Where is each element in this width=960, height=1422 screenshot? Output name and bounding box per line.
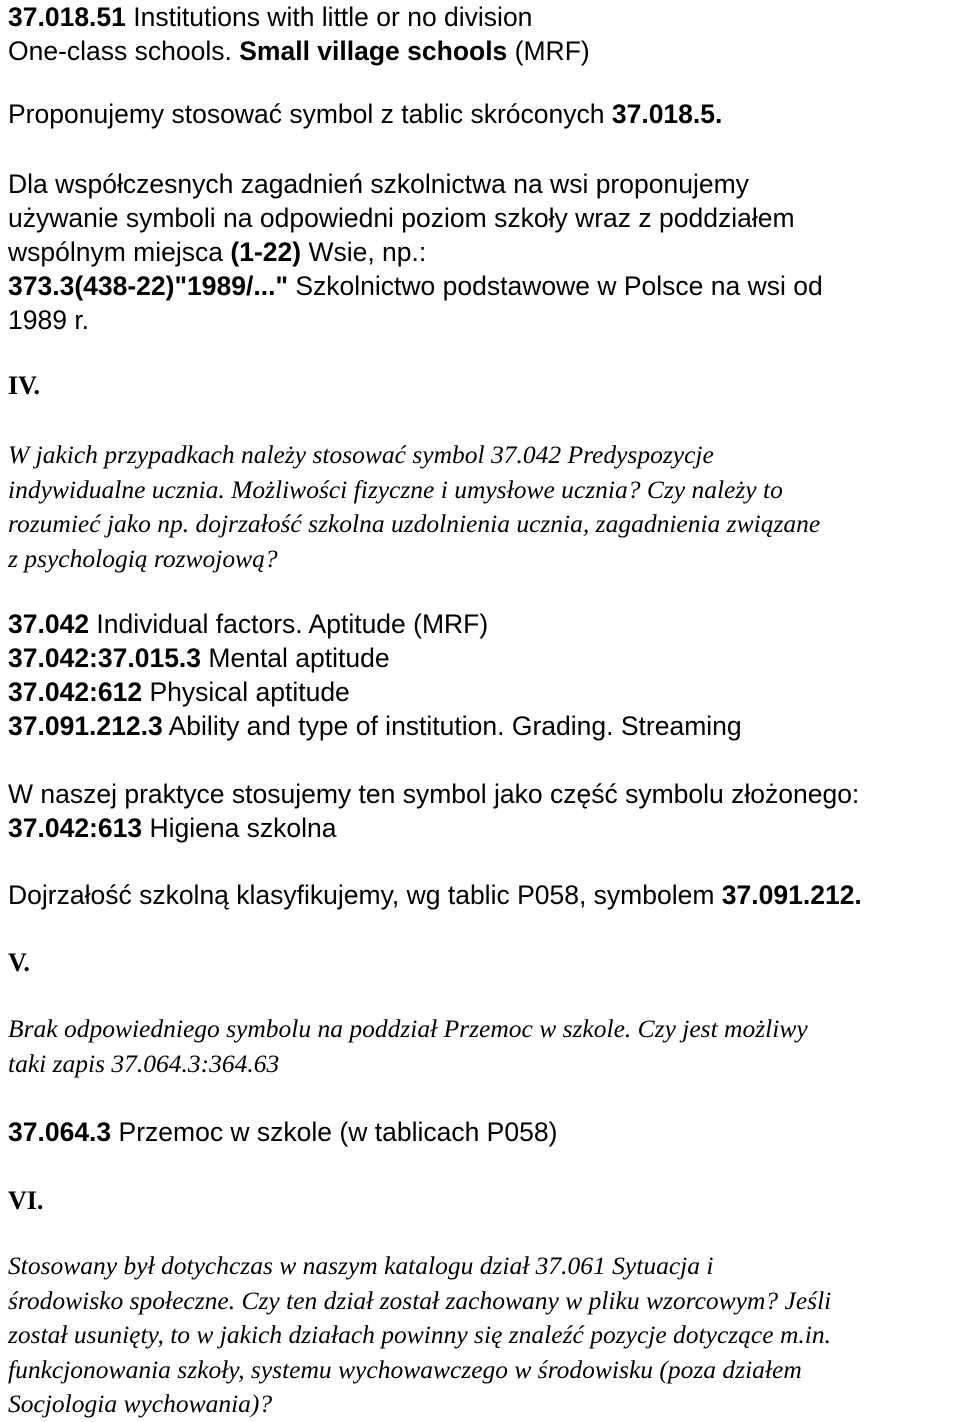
question-line: W jakich przypadkach należy stosować symbol 37.042 Predyspozycje (8, 440, 714, 469)
entry-text-bold: Small village schools (239, 36, 508, 66)
entry-line: 37.042:37.015.3 Mental aptitude (8, 643, 390, 673)
section-37-018-51 (8, 0, 590, 68)
paragraph-line: wspólnym miejsca (1-22) Wsie, np.: (8, 237, 427, 267)
proposal-text: Proponujemy stosować symbol z tablic skróconych (8, 99, 612, 129)
class-code: (1-22) (230, 237, 302, 267)
entry-text: One-class schools. (8, 36, 240, 66)
class-code: 37.091.212. (721, 880, 862, 910)
entry-line: 37.091.212.3 Ability and type of institution. Grading. Streaming (8, 711, 742, 741)
class-code: 373.3(438-22)"1989/..." (8, 271, 289, 301)
class-code: 37.018.51 (8, 2, 126, 32)
section-vi-heading: VI. (8, 1186, 44, 1215)
entry-line (8, 34, 590, 68)
section-v-entry (8, 1115, 557, 1149)
class-code: 37.064.3 (8, 1117, 112, 1147)
entry-line: 37.064.3 Przemoc w szkole (w tablicach P058) (8, 1117, 558, 1147)
entry-line (8, 0, 590, 34)
question-line: środowisko społeczne. Czy ten dział został zachowany w pliku wzorcowym? Jeśli (8, 1285, 832, 1315)
section-vi-question (8, 1249, 831, 1422)
question-line: został usunięty, to w jakich działach powinny się znaleźć pozycje dotyczące m.in. (8, 1320, 831, 1349)
class-code: 37.091.212.3 (8, 711, 163, 741)
section-iv-question (8, 438, 820, 576)
question-line: taki zapis 37.064.3:364.63 (8, 1048, 280, 1078)
section-iv-heading: IV. (8, 371, 41, 400)
paragraph-line: W naszej praktyce stosujemy ten symbol jako część symbolu złożonego: (8, 779, 860, 809)
class-code: 37.042:37.015.3 (8, 643, 202, 673)
section-v-question (8, 1012, 808, 1081)
question-line: Stosowany był dotychczas w naszym katalogu dział 37.061 Sytuacja i (8, 1251, 714, 1280)
entry-text: (MRF) (507, 36, 590, 66)
paragraph-line: używanie symboli na odpowiedni poziom szkoły wraz z poddziałem (8, 203, 795, 233)
entry-line: 37.042:612 Physical aptitude (8, 677, 350, 707)
entry-text: Institutions with little or no division (125, 2, 533, 32)
proposal-paragraph (8, 97, 722, 131)
village-paragraph (8, 167, 823, 337)
question-line: rozumieć jako np. dojrzałość szkolna uzdolnienia ucznia, zagadnienia związane (8, 509, 821, 538)
paragraph-line: 373.3(438-22)"1989/..." Szkolnictwo podstawowe w Polsce na wsi od (8, 271, 823, 301)
class-code: 37.042:613 (8, 813, 143, 843)
class-code: 37.018.5. (611, 99, 723, 129)
class-code: 37.042:612 (8, 677, 143, 707)
entry-line: 37.042:613 Higiena szkolna (8, 813, 337, 843)
maturity-paragraph: Dojrzałość szkolną klasyfikujemy, wg tablic P058, symbolem 37.091.212. (8, 880, 862, 910)
class-code: 37.042 (8, 609, 90, 639)
question-line: Brak odpowiedniego symbolu na poddział Przemoc w szkole. Czy jest możliwy (8, 1014, 808, 1043)
question-line: funkcjonowania szkoły, systemu wychowawczego w środowisku (poza działem (8, 1354, 802, 1384)
question-line: z psychologią rozwojową? (8, 543, 278, 573)
question-line: indywidualne ucznia. Możliwości fizyczne i umysłowe ucznia? Czy należy to (8, 474, 783, 504)
question-line: Socjologia wychowania)? (8, 1389, 273, 1418)
section-v-heading: V. (8, 948, 30, 977)
paragraph-line: Dla współczesnych zagadnień szkolnictwa na wsi proponujemy (8, 169, 749, 199)
practice-paragraph (8, 777, 859, 845)
entry-line: 37.042 Individual factors. Aptitude (MRF) (8, 609, 489, 639)
paragraph-line: 1989 r. (8, 305, 90, 335)
section-iv-entries (8, 607, 742, 743)
